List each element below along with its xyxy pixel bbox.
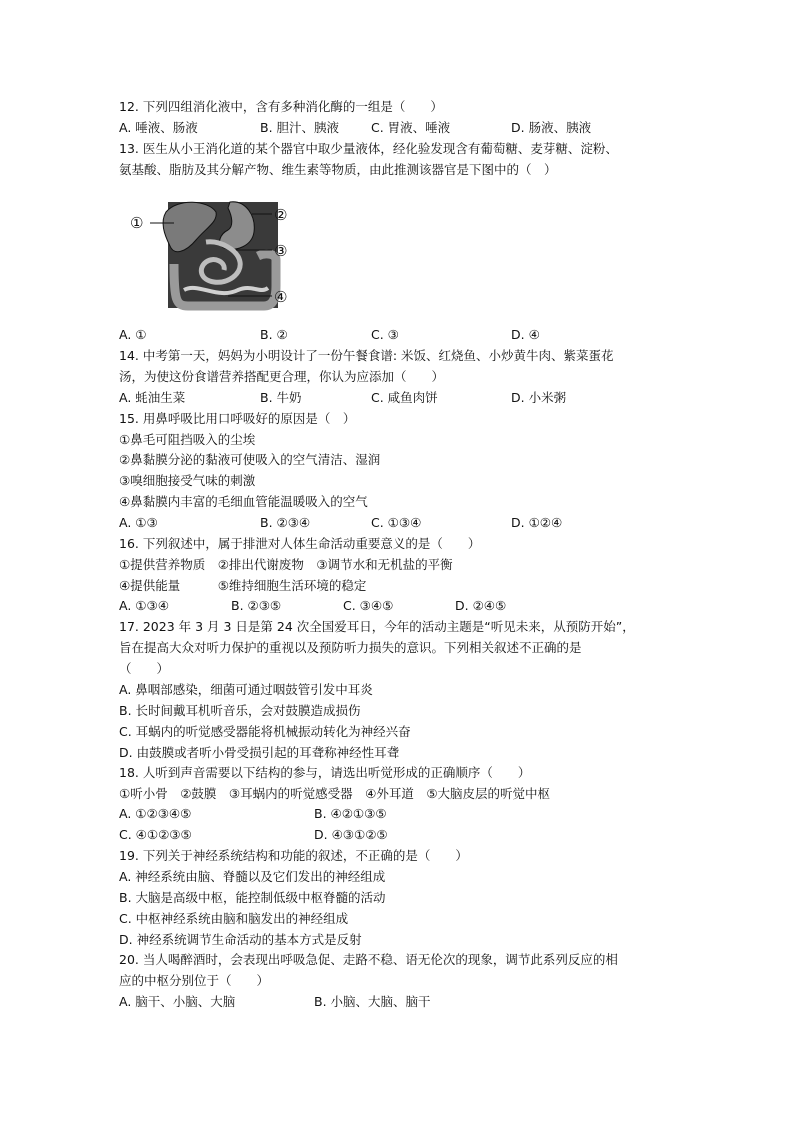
q19-option-b: B. 大脑是高级中枢，能控制低级中枢脊髓的活动: [119, 890, 386, 905]
q19-stem: 19. 下列关于神经系统结构和功能的叙述，不正确的是（ ）: [119, 848, 468, 863]
q13-option-a: A. ①: [119, 327, 147, 342]
q18-option-c: C. ④①②③⑤: [119, 827, 192, 842]
q19-option-a: A. 神经系统由脑、脊髓以及它们发出的神经组成: [119, 869, 386, 884]
q17-option-d: D. 由鼓膜或者听小骨受损引起的耳聋称神经性耳聋: [119, 745, 400, 760]
q20-stem-line1: 20. 当人喝醉酒时，会表现出呼吸急促、走路不稳、语无伦次的现象，调节此系列反应的相: [119, 952, 618, 967]
q17-stem-line3: （ ）: [119, 661, 170, 676]
q16-option-d: D. ②④⑤: [455, 598, 507, 613]
q17-option-a: A. 鼻咽部感染，细菌可通过咽鼓管引发中耳炎: [119, 682, 373, 697]
q16-option-b: B. ②③⑤: [231, 598, 282, 613]
q14-stem-line2: 汤，为使这份食谱营养搭配更合理，你认为应添加（ ）: [119, 369, 445, 384]
q17-stem-line1: 17. 2023 年 3 月 3 日是第 24 次全国爱耳日，今年的活动主题是“听见未来，从预防开始”，: [119, 619, 635, 634]
q15-option-b: B. ②③④: [260, 515, 311, 530]
q15-stem: 15. 用鼻呼吸比用口呼吸好的原因是（ ）: [119, 411, 356, 426]
q15-option-c: C. ①③④: [371, 515, 422, 530]
q16-items-line1: ①提供营养物质 ②排出代谢废物 ③调节水和无机盐的平衡: [119, 557, 453, 572]
q13-stem-line2: 氨基酸、脂肪及其分解产物、维生素等物质，由此推测该器官是下图中的（ ）: [119, 162, 557, 177]
q13-stem-line1: 13. 医生从小王消化道的某个器官中取少量液体，经化验发现含有葡萄糖、麦芽糖、淀粉、: [119, 141, 618, 156]
figure-label-3: ③: [274, 242, 288, 260]
q15-option-d: D. ①②④: [511, 515, 563, 530]
q18-option-d: D. ④③①②⑤: [314, 827, 388, 842]
q16-stem: 16. 下列叙述中，属于排泄对人体生命活动重要意义的是（ ）: [119, 536, 481, 551]
q12-option-b: B. 胆汁、胰液: [260, 120, 340, 135]
q17-stem-line2: 旨在提高大众对听力保护的重视以及预防听力损失的意识。下列相关叙述不正确的是: [119, 640, 582, 655]
figure-label-4: ④: [274, 288, 288, 306]
q12-stem: 12. 下列四组消化液中，含有多种消化酶的一组是（ ）: [119, 99, 443, 114]
q14-option-a: A. 蚝油生菜: [119, 390, 186, 405]
q14-option-d: D. 小米粥: [511, 390, 567, 405]
q16-option-c: C. ③④⑤: [343, 598, 394, 613]
q13-option-b: B. ②: [260, 327, 288, 342]
q18-stem: 18. 人听到声音需要以下结构的参与，请选出听觉形成的正确顺序（ ）: [119, 765, 531, 780]
q14-option-b: B. 牛奶: [260, 390, 302, 405]
q18-items: ①听小骨 ②鼓膜 ③耳蜗内的听觉感受器 ④外耳道 ⑤大脑皮层的听觉中枢: [119, 786, 551, 801]
q14-stem-line1: 14. 中考第一天，妈妈为小明设计了一份午餐食谱: 米饭、红烧鱼、小炒黄牛肉、紫菜蛋花: [119, 348, 614, 363]
q16-option-a: A. ①③④: [119, 598, 169, 613]
q15-item-2: ②鼻黏膜分泌的黏液可使吸入的空气清洁、湿润: [119, 452, 381, 467]
q12-option-c: C. 胃液、唾液: [371, 120, 451, 135]
q13-option-d: D. ④: [511, 327, 540, 342]
q13-option-c: C. ③: [371, 327, 399, 342]
q14-option-c: C. 咸鱼肉饼: [371, 390, 438, 405]
q16-items-line2: ④提供能量 ⑤维持细胞生活环境的稳定: [119, 578, 367, 593]
q15-item-3: ③嗅细胞接受气味的刺激: [119, 473, 256, 488]
q17-option-c: C. 耳蜗内的听觉感受器能将机械振动转化为神经兴奋: [119, 724, 411, 739]
digestive-system-figure: [128, 190, 300, 312]
q20-stem-line2: 应的中枢分别位于（ ）: [119, 973, 270, 988]
digestive-organs-diagram: [128, 190, 300, 312]
q12-option-d: D. 肠液、胰液: [511, 120, 592, 135]
figure-label-2: ②: [274, 206, 288, 224]
q15-item-1: ①鼻毛可阻挡吸入的尘埃: [119, 432, 256, 447]
figure-label-1: ①: [130, 214, 144, 232]
q20-option-b: B. 小脑、大脑、脑干: [314, 994, 431, 1009]
q19-option-d: D. 神经系统调节生命活动的基本方式是反射: [119, 932, 362, 947]
q18-option-b: B. ④②①③⑤: [314, 806, 387, 821]
q17-option-b: B. 长时间戴耳机听音乐，会对鼓膜造成损伤: [119, 703, 361, 718]
q15-option-a: A. ①③: [119, 515, 158, 530]
q15-item-4: ④鼻黏膜内丰富的毛细血管能温暖吸入的空气: [119, 494, 368, 509]
q19-option-c: C. 中枢神经系统由脑和脑发出的神经组成: [119, 911, 349, 926]
q12-option-a: A. 唾液、肠液: [119, 120, 198, 135]
q20-option-a: A. 脑干、小脑、大脑: [119, 994, 236, 1009]
q18-option-a: A. ①②③④⑤: [119, 806, 192, 821]
